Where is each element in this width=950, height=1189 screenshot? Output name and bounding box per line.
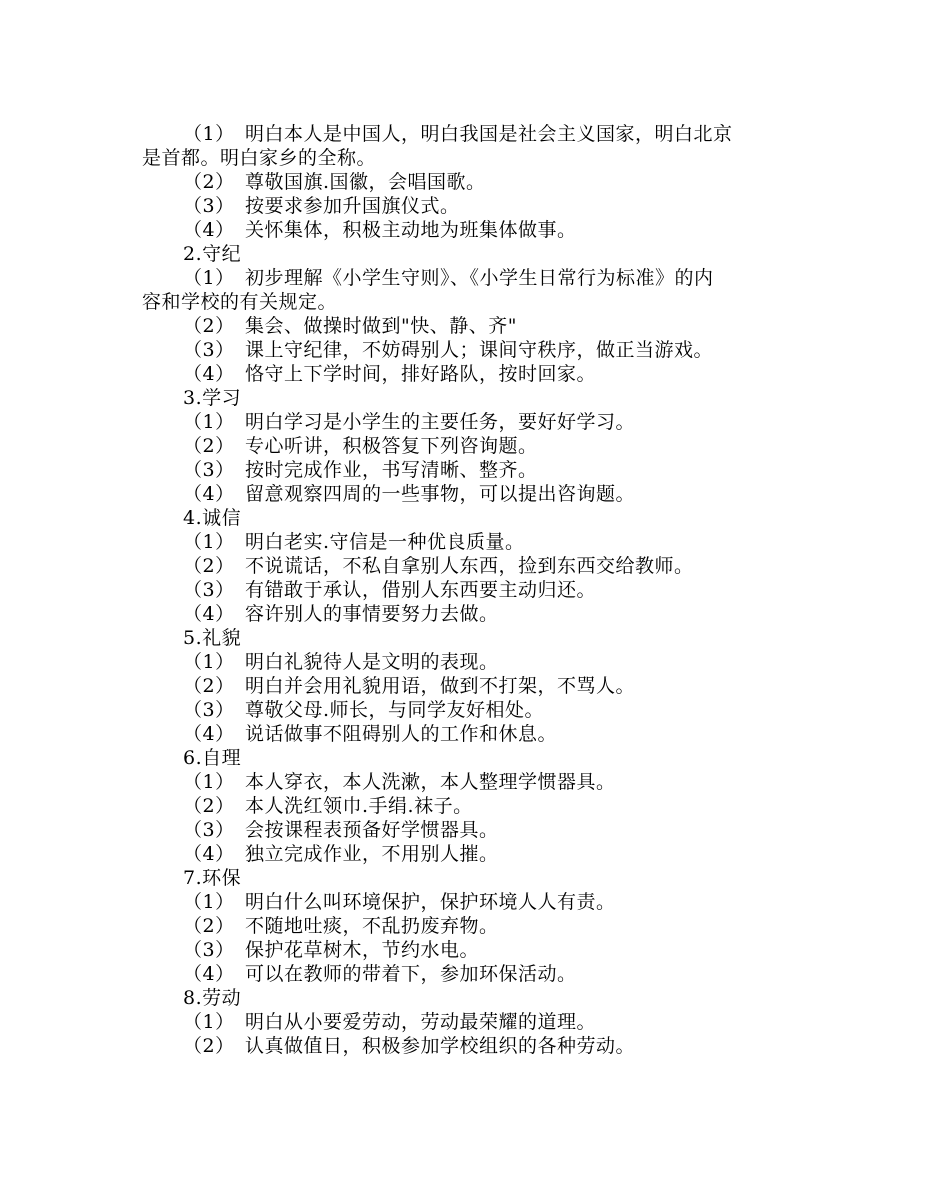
item-number: （2） bbox=[183, 555, 235, 577]
item-line bbox=[183, 938, 479, 962]
section-title: 2.守纪 bbox=[183, 243, 242, 265]
section-title: 8.劳动 bbox=[183, 987, 242, 1009]
item-number: （4） bbox=[183, 963, 235, 985]
item-text: 独立完成作业，不用别人摧。 bbox=[245, 843, 499, 865]
item-line bbox=[183, 578, 596, 602]
item-text: 留意观察四周的一些事物，可以提出咨询题。 bbox=[245, 483, 636, 505]
item-text: 认真做值日，积极参加学校组织的各种劳动。 bbox=[245, 1035, 636, 1057]
item-text: 明白本人是中国人，明白我国是社会主义国家，明白北京 bbox=[245, 123, 733, 145]
item-text: 容许别人的事情要努力去做。 bbox=[245, 603, 499, 625]
item-text: 课上守纪律，不妨碍别人；课间守秩序，做正当游戏。 bbox=[245, 339, 714, 361]
item-text: 按时完成作业，书写清晰、整齐。 bbox=[245, 459, 538, 481]
item-number: （3） bbox=[183, 459, 235, 481]
item-number: （4） bbox=[183, 843, 235, 865]
item-number: （1） bbox=[183, 651, 235, 673]
item-text: 明白从小要爱劳动，劳动最荣耀的道理。 bbox=[245, 1011, 597, 1033]
item-line bbox=[183, 458, 538, 482]
section-heading bbox=[183, 986, 241, 1010]
item-line bbox=[183, 890, 616, 914]
item-line bbox=[183, 1010, 596, 1034]
item-text: 明白学习是小学生的主要任务，要好好学习。 bbox=[245, 411, 636, 433]
item-number: （3） bbox=[183, 579, 235, 601]
item-line bbox=[183, 554, 694, 578]
item-text: 初步理解《小学生守则》、《小学生日常行为标准》的内 bbox=[245, 267, 714, 289]
item-line bbox=[183, 338, 713, 362]
item-continuation bbox=[142, 290, 337, 314]
item-line bbox=[183, 914, 499, 938]
item-text: 明白老实.守信是一种优良质量。 bbox=[245, 531, 525, 553]
item-number: （1） bbox=[183, 411, 235, 433]
item-line bbox=[183, 962, 577, 986]
section-heading bbox=[183, 506, 241, 530]
item-text: 明白什么叫环境保护，保护环境人人有责。 bbox=[245, 891, 616, 913]
item-line bbox=[183, 122, 733, 146]
item-text: 本人穿衣，本人洗漱，本人整理学惯器具。 bbox=[245, 771, 616, 793]
item-line bbox=[183, 530, 525, 554]
item-number: （2） bbox=[183, 1035, 235, 1057]
item-line bbox=[183, 602, 499, 626]
item-line bbox=[183, 794, 473, 818]
item-continuation bbox=[142, 146, 376, 170]
item-text: 按要求参加升国旗仪式。 bbox=[245, 195, 460, 217]
item-text: 不说谎话，不私自拿别人东西，捡到东西交给教师。 bbox=[245, 555, 694, 577]
item-number: （4） bbox=[183, 219, 235, 241]
item-text: 明白并会用礼貌用语，做到不打架，不骂人。 bbox=[245, 675, 636, 697]
item-number: （1） bbox=[183, 267, 235, 289]
item-line bbox=[183, 362, 596, 386]
item-number: （1） bbox=[183, 1011, 235, 1033]
item-number: （3） bbox=[183, 939, 235, 961]
item-number: （1） bbox=[183, 891, 235, 913]
section-title: 3.学习 bbox=[183, 387, 242, 409]
section-title: 7.环保 bbox=[183, 867, 242, 889]
item-text: 尊敬国旗.国徽，会唱国歌。 bbox=[245, 171, 486, 193]
item-number: （3） bbox=[183, 339, 235, 361]
item-line bbox=[183, 650, 499, 674]
item-number: （2） bbox=[183, 915, 235, 937]
item-line bbox=[183, 770, 616, 794]
section-title: 4.诚信 bbox=[183, 507, 242, 529]
item-number: （2） bbox=[183, 315, 235, 337]
section-title: 6.自理 bbox=[183, 747, 242, 769]
item-text: 集会、做操时做到"快、静、齐" bbox=[245, 315, 517, 337]
item-text: 关怀集体，积极主动地为班集体做事。 bbox=[245, 219, 577, 241]
section-heading bbox=[183, 626, 241, 650]
item-line bbox=[183, 722, 557, 746]
item-text: 恪守上下学时间，排好路队，按时回家。 bbox=[245, 363, 597, 385]
item-text: 专心听讲，积极答复下列咨询题。 bbox=[245, 435, 538, 457]
item-line bbox=[183, 842, 499, 866]
item-text: 不随地吐痰，不乱扔废弃物。 bbox=[245, 915, 499, 937]
item-text: 容和学校的有关规定。 bbox=[142, 291, 338, 313]
item-line bbox=[183, 1034, 635, 1058]
item-number: （4） bbox=[183, 483, 235, 505]
item-number: （1） bbox=[183, 771, 235, 793]
item-line bbox=[183, 482, 635, 506]
item-line bbox=[183, 674, 635, 698]
section-heading bbox=[183, 386, 241, 410]
item-line bbox=[183, 434, 538, 458]
item-text: 可以在教师的带着下，参加环保活动。 bbox=[245, 963, 577, 985]
section-heading bbox=[183, 242, 241, 266]
section-heading bbox=[183, 866, 241, 890]
item-text: 会按课程表预备好学惯器具。 bbox=[245, 819, 499, 841]
item-text: 明白礼貌待人是文明的表现。 bbox=[245, 651, 499, 673]
item-number: （1） bbox=[183, 531, 235, 553]
item-number: （4） bbox=[183, 603, 235, 625]
item-number: （3） bbox=[183, 819, 235, 841]
section-heading bbox=[183, 746, 241, 770]
item-text: 是首都。明白家乡的全称。 bbox=[142, 147, 377, 169]
item-line bbox=[183, 818, 499, 842]
item-text: 本人洗红领巾.手绢.袜子。 bbox=[245, 795, 473, 817]
item-line bbox=[183, 218, 577, 242]
item-number: （2） bbox=[183, 435, 235, 457]
item-number: （2） bbox=[183, 675, 235, 697]
item-text: 尊敬父母.师长，与同学友好相处。 bbox=[245, 699, 545, 721]
item-line bbox=[183, 698, 544, 722]
item-number: （3） bbox=[183, 195, 235, 217]
item-line bbox=[183, 170, 486, 194]
item-line bbox=[183, 314, 517, 338]
item-number: （4） bbox=[183, 363, 235, 385]
item-number: （2） bbox=[183, 795, 235, 817]
item-number: （4） bbox=[183, 723, 235, 745]
section-title: 5.礼貌 bbox=[183, 627, 242, 649]
item-line bbox=[183, 410, 635, 434]
item-number: （1） bbox=[183, 123, 235, 145]
item-line bbox=[183, 266, 714, 290]
item-line bbox=[183, 194, 460, 218]
item-number: （3） bbox=[183, 699, 235, 721]
item-text: 保护花草树木，节约水电。 bbox=[245, 939, 480, 961]
item-text: 有错敢于承认，借别人东西要主动归还。 bbox=[245, 579, 597, 601]
item-text: 说话做事不阻碍别人的工作和休息。 bbox=[245, 723, 558, 745]
item-number: （2） bbox=[183, 171, 235, 193]
